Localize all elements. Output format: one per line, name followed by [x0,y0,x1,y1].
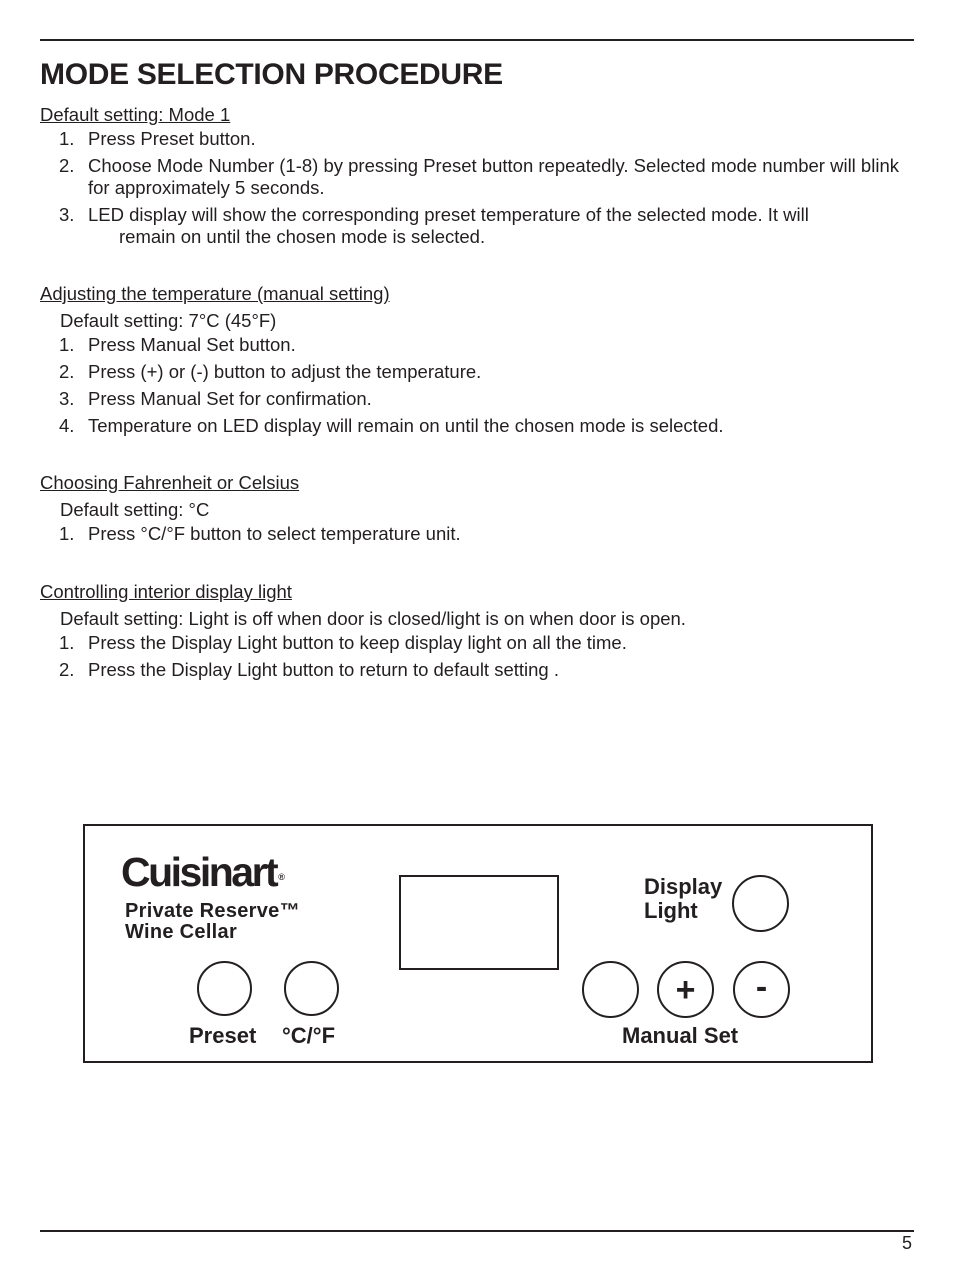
list-item [40,361,920,383]
minus-button[interactable] [733,961,790,1018]
step-text-line: remain on until the chosen mode is selected. [119,226,486,247]
list-item [40,155,920,199]
brand-name: Cuisinart [121,849,277,895]
led-display [399,875,559,970]
step-text: Press Preset button. [88,128,256,149]
plus-button[interactable] [657,961,714,1018]
section-temperature-unit [40,469,920,550]
default-setting: Default setting: °C [60,499,210,520]
list-item [40,415,920,437]
bottom-rule [40,1230,914,1232]
list-item [40,523,920,545]
steps-list [40,523,920,545]
preset-button[interactable] [197,961,252,1016]
product-line: Private Reserve™ [125,900,300,922]
default-setting: Default setting: Light is off when door is closed/light is on when door is open. [60,608,686,629]
top-rule [40,39,914,41]
display-light-label [644,875,722,923]
step-number: 4. [59,415,75,436]
list-item [40,659,920,681]
step-number: 1. [59,128,75,149]
preset-label: Preset [189,1023,257,1048]
steps-list [40,632,920,681]
step-number: 2. [59,155,75,176]
steps-list [40,334,920,437]
step-text [88,204,920,248]
section-display-light [40,578,920,686]
product-line: Wine Cellar [125,921,238,943]
step-text: Temperature on LED display will remain on until the chosen mode is selected. [88,415,724,436]
steps-list [40,128,920,248]
section-heading: Default setting: Mode 1 [40,104,231,125]
step-text: Choose Mode Number (1-8) by pressing Preset button repeatedly. Selected mode number will blink for approximately 5 seconds. [88,155,899,198]
display-light-label-line: Light [644,898,698,923]
step-text: Press (+) or (-) button to adjust the temperature. [88,361,482,382]
list-item [40,334,920,356]
list-item [40,128,920,150]
step-number: 2. [59,361,75,382]
step-text: Press Manual Set for confirmation. [88,388,372,409]
section-heading: Choosing Fahrenheit or Celsius [40,472,300,493]
step-text: Press Manual Set button. [88,334,296,355]
manual-set-button[interactable] [582,961,639,1018]
minus-icon: - [755,967,768,1006]
list-item [40,632,920,654]
section-heading: Controlling interior display light [40,581,292,602]
page-number: 5 [901,1233,912,1253]
plus-icon: + [675,970,696,1009]
product-name [125,901,300,943]
display-light-label-line: Display [644,874,723,899]
list-item [40,388,920,410]
manual-set-label: Manual Set [622,1023,739,1048]
registered-mark: ® [278,872,285,882]
step-number: 3. [59,388,75,409]
step-number: 2. [59,659,75,680]
section-default-mode [40,101,920,253]
brand-logo [121,849,285,895]
unit-label: °C/°F [282,1023,336,1048]
display-light-button[interactable] [732,875,789,932]
step-number: 1. [59,632,75,653]
section-manual-temperature [40,280,920,442]
control-panel-illustration [83,824,873,1063]
step-number: 3. [59,204,75,225]
step-number: 1. [59,334,75,355]
list-item [40,204,920,248]
step-text: Press °C/°F button to select temperature unit. [88,523,461,544]
unit-toggle-button[interactable] [284,961,339,1016]
default-setting: Default setting: 7°C (45°F) [60,310,277,331]
step-text-line: LED display will show the corresponding preset temperature of the selected mode. It will [88,204,809,225]
page-title: MODE SELECTION PROCEDURE [40,58,503,91]
step-text: Press the Display Light button to return to default setting . [88,659,559,680]
step-text: Press the Display Light button to keep display light on all the time. [88,632,627,653]
section-heading: Adjusting the temperature (manual setting) [40,283,390,304]
step-number: 1. [59,523,75,544]
